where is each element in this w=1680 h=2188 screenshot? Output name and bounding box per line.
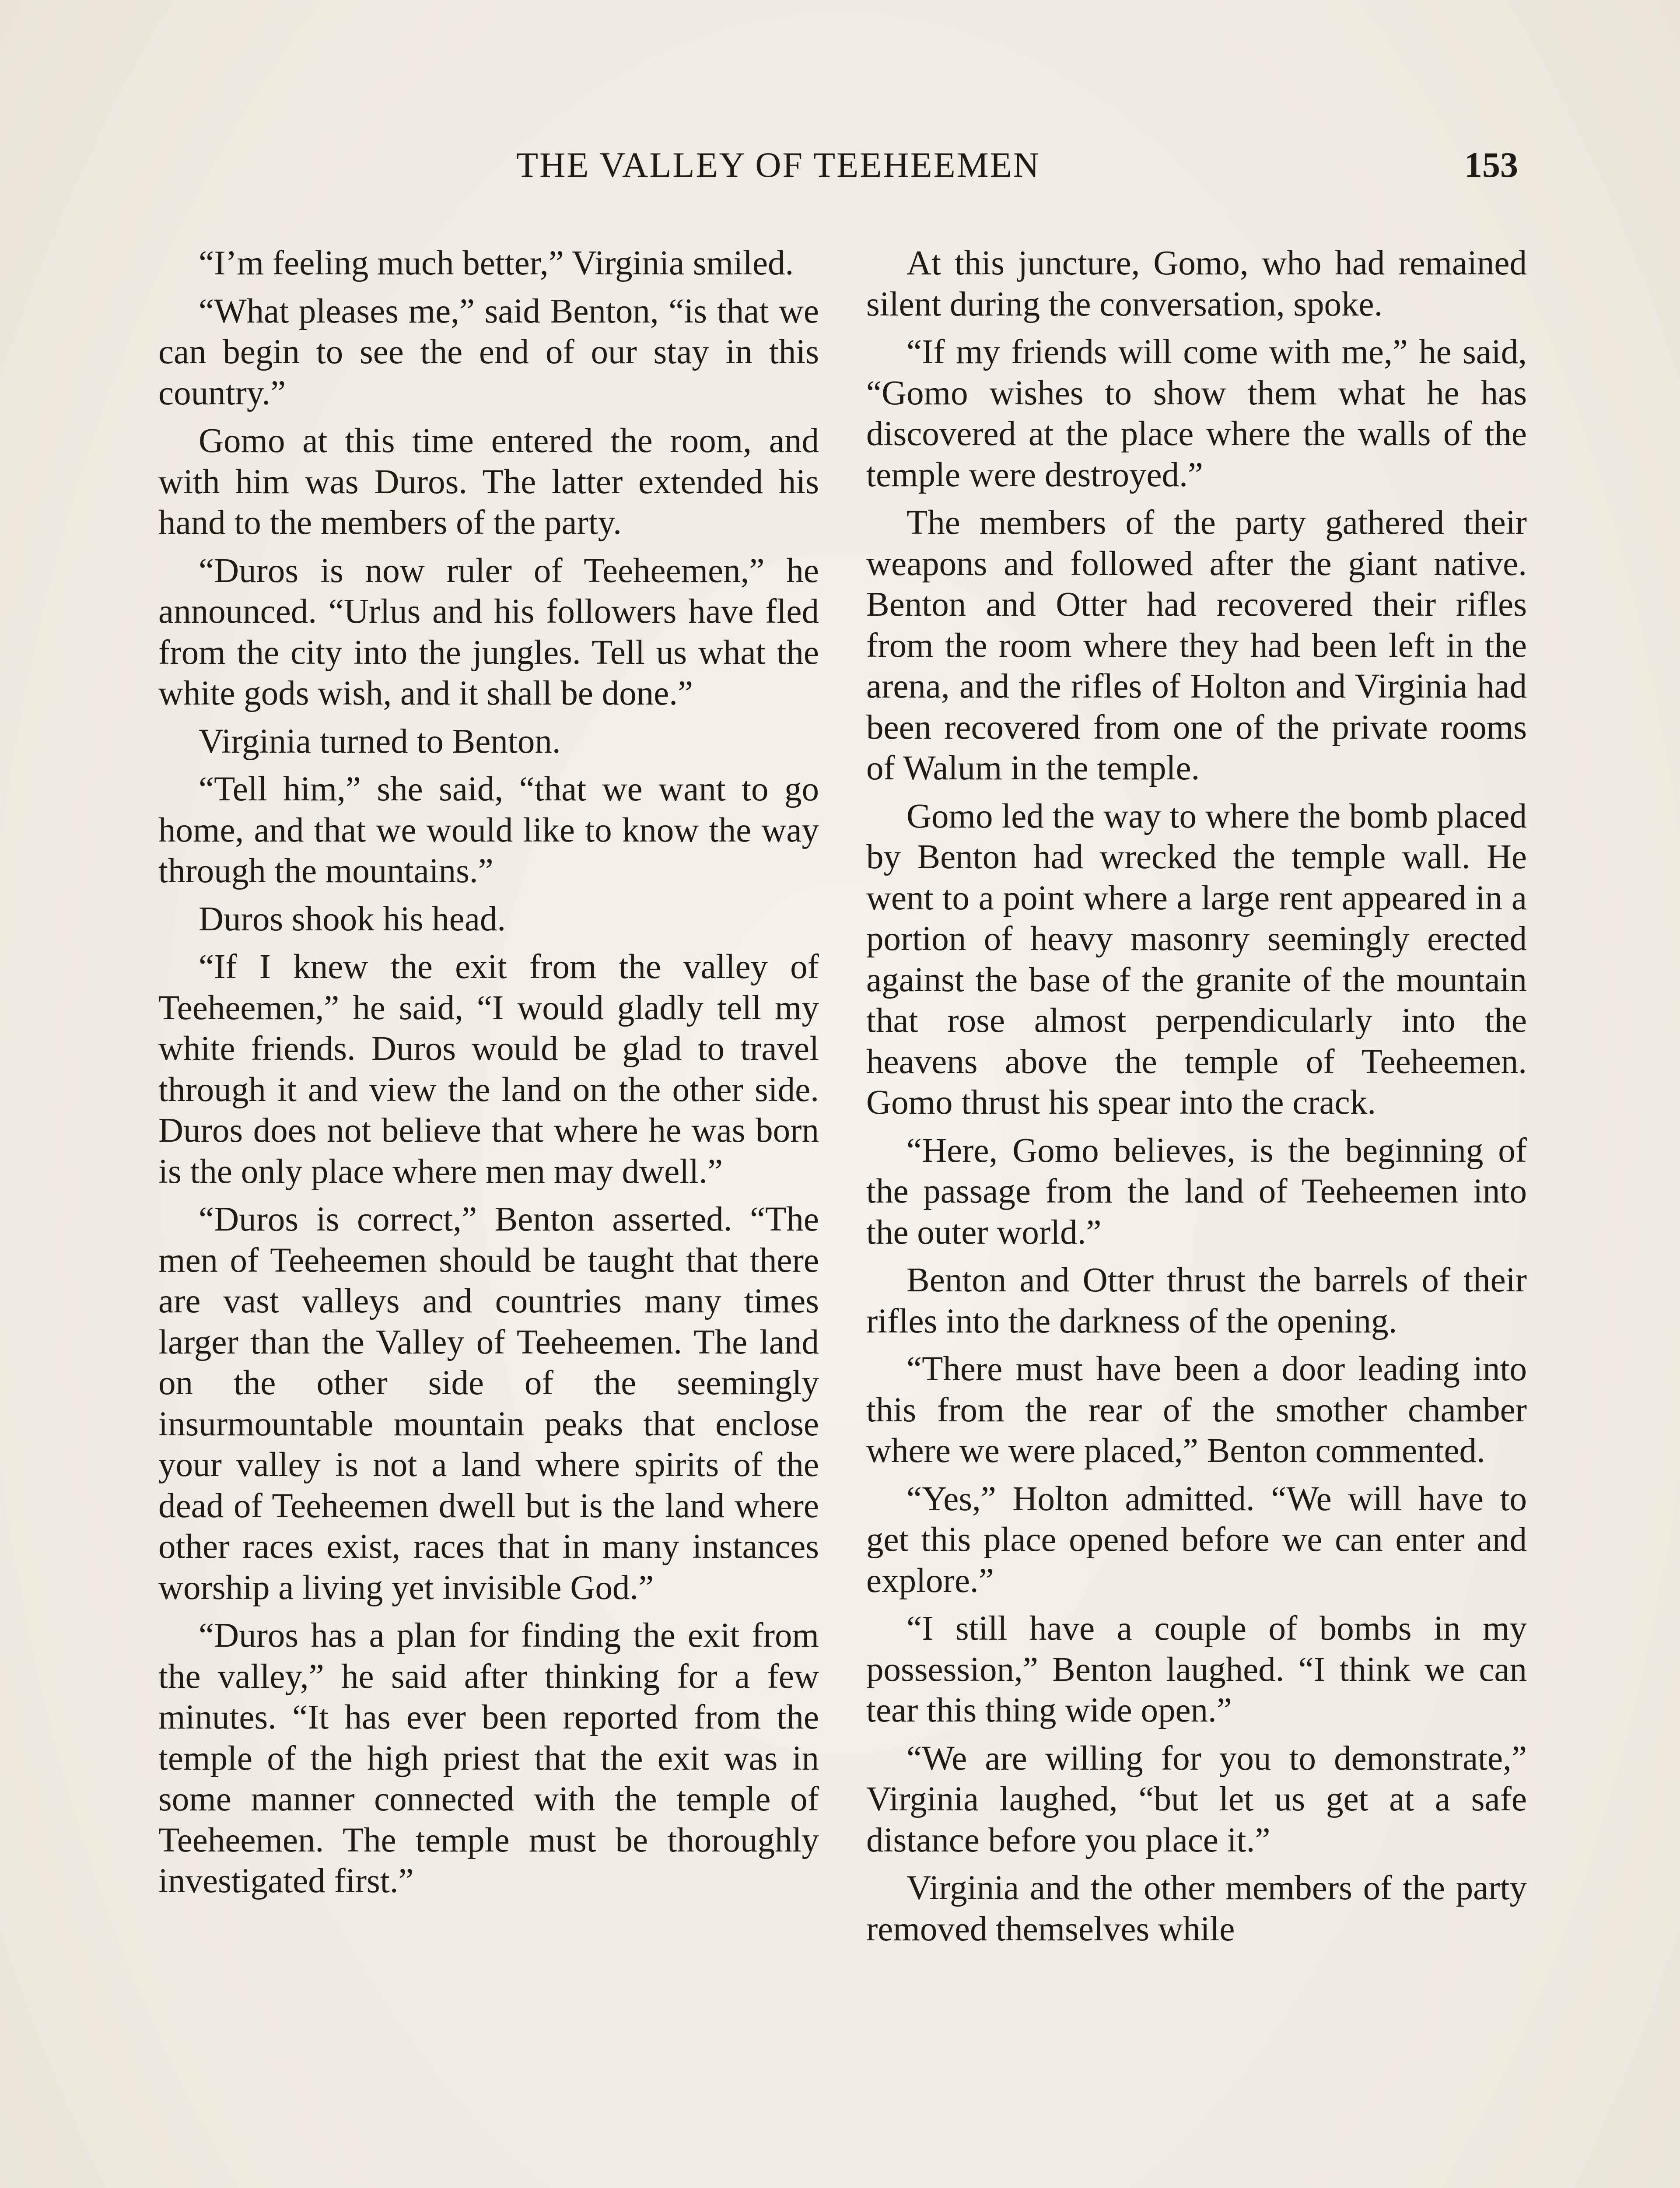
paragraph: At this juncture, Gomo, who had remained silent during the conversation, spoke. bbox=[866, 244, 1527, 323]
paragraph: Gomo at this time entered the room, and with him was Duros. The latter extended his hand to the members of the party. bbox=[158, 422, 819, 542]
paragraph: “Tell him,” she said, “that we want to go home, and that we would like to know the way through the mountains.” bbox=[158, 770, 819, 890]
right-column bbox=[866, 243, 1527, 1957]
paragraph: “Here, Gomo believes, is the beginning of the passage from the land of Teeheemen into the outer world.” bbox=[866, 1131, 1527, 1252]
page-number: 153 bbox=[1464, 145, 1518, 185]
paragraph: Benton and Otter thrust the barrels of their rifles into the darkness of the opening. bbox=[866, 1261, 1527, 1340]
paragraph: “Yes,” Holton admitted. “We will have to get this place opened before we can enter and explore.” bbox=[866, 1480, 1527, 1600]
paragraph: “Duros is now ruler of Teeheemen,” he announced. “Urlus and his followers have fled from the city into the jungles. Tell us what the white gods wish, and it shall be done.” bbox=[158, 551, 819, 712]
paragraph: “I still have a couple of bombs in my possession,” Benton laughed. “I think we can tear this thing wide open.” bbox=[866, 1609, 1527, 1729]
chapter-title: THE VALLEY OF TEEHEEMEN bbox=[516, 145, 1040, 185]
left-column bbox=[158, 243, 819, 1909]
paragraph: “We are willing for you to demonstrate,” Virginia laughed, “but let us get at a safe distance before you place it.” bbox=[866, 1739, 1527, 1859]
paragraph: The members of the party gathered their weapons and followed after the giant native. Benton and Otter had recovered their rifles from the room where they had been left in the arena, and the rifles of Holton and Virginia had been recovered from one of the private rooms of Walum in the temple. bbox=[866, 504, 1527, 787]
paragraph: “If my friends will come with me,” he said, “Gomo wishes to show them what he has discovered at the place where the walls of the temple were destroyed.” bbox=[866, 333, 1527, 494]
paragraph: “Duros is correct,” Benton asserted. “The men of Teeheemen should be taught that there are vast valleys and countries many times larger than the Valley of Teeheemen. The land on the other side of the seemingly insurmountable mountain peaks that enclose your valley is not a land where spirits of the dead of Teeheemen dwell but is the land where other races exist, races that in many instances worship a living yet invisible God.” bbox=[158, 1200, 819, 1607]
paragraph: “Duros has a plan for finding the exit from the valley,” he said after thinking for a few minutes. “It has ever been reported from the temple of the high priest that the exit was in some manner connected with the temple of Teeheemen. The temple must be thoroughly investigated first.” bbox=[158, 1616, 819, 1900]
paragraph: Virginia and the other members of the party removed themselves while bbox=[866, 1869, 1527, 1948]
paragraph: “If I knew the exit from the valley of Teeheemen,” he said, “I would gladly tell my white friends. Duros would be glad to travel through it and view the land on the other side. Duros does not believe that where he was born is the only place where men may dwell.” bbox=[158, 948, 819, 1191]
paragraph: “What pleases me,” said Benton, “is that we can begin to see the end of our stay in this country.” bbox=[158, 292, 819, 412]
paragraph: Virginia turned to Benton. bbox=[199, 722, 561, 761]
paragraph: “There must have been a door leading into this from the rear of the smother chamber where we were placed,” Benton commented. bbox=[866, 1350, 1527, 1470]
paragraph: Duros shook his head. bbox=[199, 900, 506, 938]
paragraph: Gomo led the way to where the bomb placed by Benton had wrecked the temple wall. He went to a point where a large rent appeared in a portion of heavy masonry seemingly erected against the base of the granite of the mountain that rose almost perpendicularly into the heavens above the temple of Teeheemen. Gomo thrust his spear into the crack. bbox=[866, 797, 1527, 1122]
paragraph: “I’m feeling much better,” Virginia smiled. bbox=[199, 244, 794, 282]
running-head bbox=[158, 144, 1518, 197]
